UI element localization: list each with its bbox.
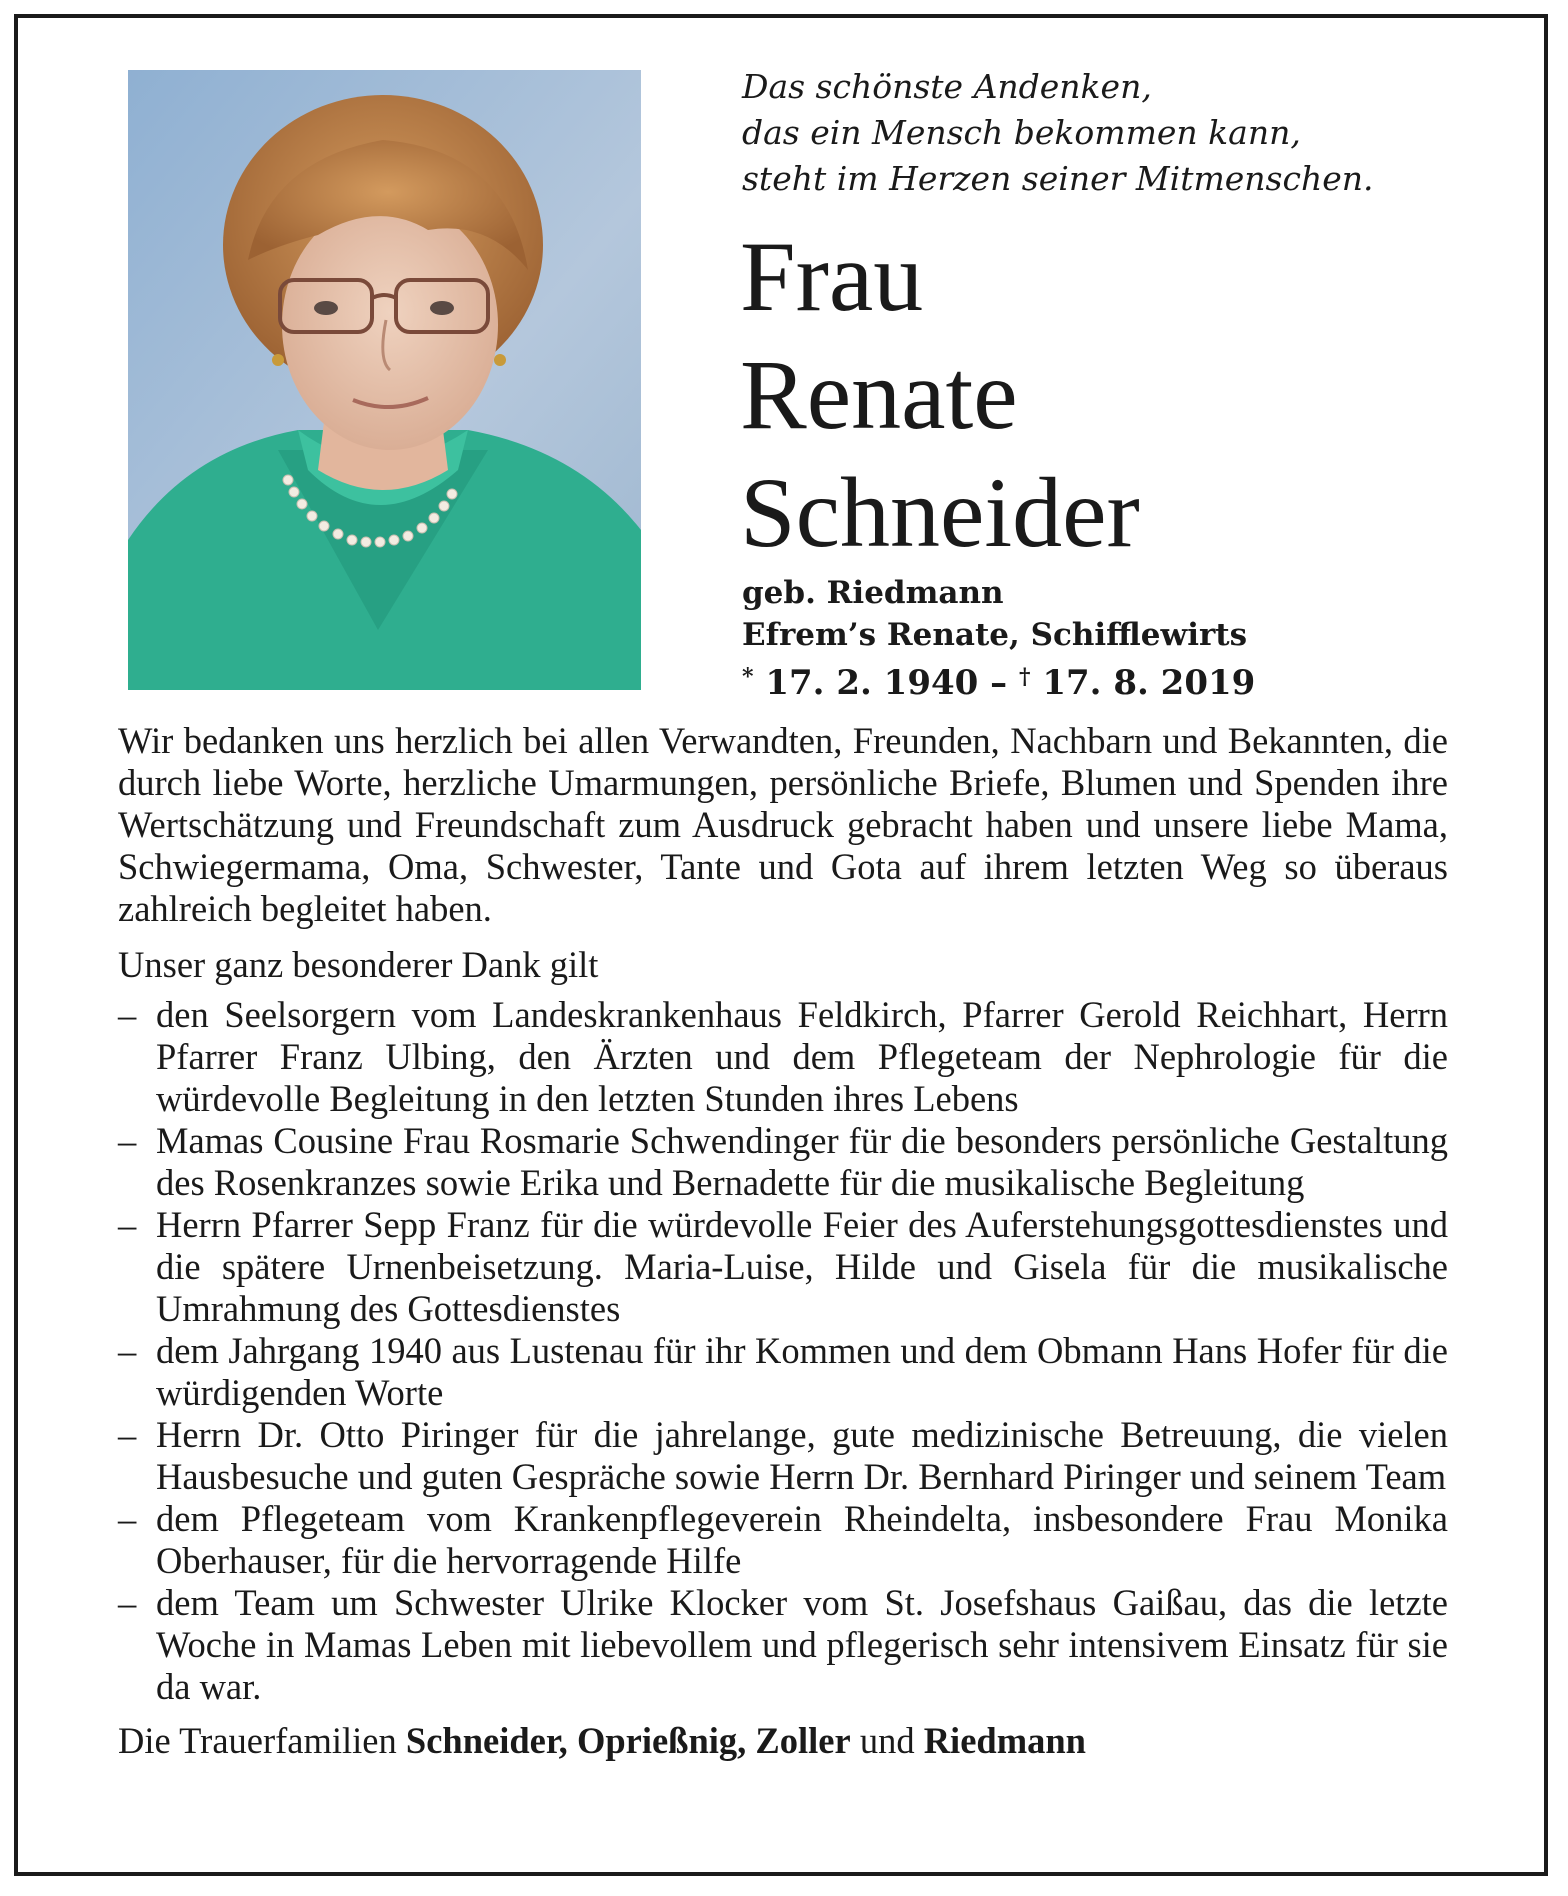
- death-mark: †: [1019, 664, 1031, 690]
- family-signature: [118, 1720, 1448, 1762]
- list-item: [118, 1498, 1448, 1582]
- memorial-quote: [742, 64, 1374, 202]
- name-first: Renate: [740, 339, 1018, 450]
- portrait-photo: [128, 70, 641, 690]
- dash-bullet: –: [118, 1414, 137, 1455]
- name-salutation: Frau: [740, 221, 924, 332]
- signature-conjunction: und: [859, 1720, 915, 1761]
- list-item-text: Mamas Cousine Frau Rosmarie Schwendinger für die besonders persönliche Gestaltung des Rosenkranzes sowie Erika und Bernadette für die musikalische Begleitung: [156, 1120, 1448, 1203]
- dash-bullet: –: [118, 1330, 137, 1371]
- list-item: [118, 1120, 1448, 1204]
- dash-bullet: –: [118, 1120, 137, 1161]
- list-item-text: dem Pflegeteam vom Krankenpflegeverein Rheindelta, insbesondere Frau Monika Oberhauser, für die hervorragende Hilfe: [156, 1498, 1448, 1581]
- list-item: [118, 1204, 1448, 1330]
- family-name: Riedmann: [923, 1720, 1086, 1761]
- birth-mark: *: [742, 664, 754, 690]
- nickname: Efrem’s Renate, Schifflewirts: [742, 617, 1248, 653]
- date-separator: –: [990, 663, 1008, 703]
- thank-you-text: [118, 720, 1448, 1762]
- list-item-text: Herrn Dr. Otto Piringer für die jahrelange, gute medizinische Betreuung, die vielen Hausbesuche und guten Gespräche sowie Herrn Dr. Bernhard Piringer und seinem Team: [156, 1414, 1448, 1497]
- thanks-lead: Unser ganz besonderer Dank gilt: [118, 944, 599, 985]
- list-item: [118, 1582, 1448, 1708]
- birth-date: 17. 2. 1940: [765, 663, 979, 703]
- death-date: 17. 8. 2019: [1042, 663, 1256, 703]
- quote-line: das ein Mensch bekommen kann,: [742, 113, 1301, 152]
- thanks-list: [118, 994, 1448, 1708]
- dash-bullet: –: [118, 994, 137, 1035]
- deceased-name: [740, 218, 1140, 572]
- list-item: [118, 1330, 1448, 1414]
- family-name: Schneider,: [405, 1720, 568, 1761]
- dash-bullet: –: [118, 1582, 137, 1623]
- dash-bullet: –: [118, 1498, 137, 1539]
- list-item-text: Herrn Pfarrer Sepp Franz für die würdevolle Feier des Auferstehungsgottesdienstes und die spätere Urnenbeisetzung. Maria-Luise, Hilde und Gisela für die musikalische Umrahmung des Gottesdienstes: [156, 1204, 1448, 1329]
- quote-line: steht im Herzen seiner Mitmenschen.: [742, 159, 1374, 198]
- list-item: [118, 994, 1448, 1120]
- signature-prefix: Die Trauerfamilien: [118, 1720, 397, 1761]
- family-name: Oprießnig,: [576, 1720, 747, 1761]
- list-item: [118, 1414, 1448, 1498]
- list-item-text: den Seelsorgern vom Landeskrankenhaus Feldkirch, Pfarrer Gerold Reichhart, Herrn Pfarrer Franz Ulbing, den Ärzten und dem Pflegeteam der Nephrologie für die würdevolle Begleitung in den letzten Stunden ihres Lebens: [156, 994, 1448, 1119]
- family-name: Zoller: [755, 1720, 851, 1761]
- list-item-text: dem Jahrgang 1940 aus Lustenau für ihr Kommen und dem Obmann Hans Hofer für die würdigenden Worte: [156, 1330, 1448, 1413]
- name-last: Schneider: [740, 457, 1140, 568]
- quote-line: Das schönste Andenken,: [742, 67, 1152, 106]
- intro-paragraph: Wir bedanken uns herzlich bei allen Verwandten, Freunden, Nachbarn und Bekannten, die durch liebe Worte, herzliche Umarmungen, persönliche Briefe, Blumen und Spenden ihre Wertschätzung und Freundschaft zum Ausdruck gebracht haben und unsere liebe Mama, Schwiegermama, Oma, Schwester, Tante und Gota auf ihrem letzten Weg so überaus zahlreich begleitet haben.: [118, 720, 1448, 929]
- maiden-name: geb. Riedmann: [742, 575, 1004, 611]
- deceased-details: [742, 572, 1255, 704]
- dash-bullet: –: [118, 1204, 137, 1245]
- list-item-text: dem Team um Schwester Ulrike Klocker vom St. Josefshaus Gaißau, das die letzte Woche in Mamas Leben mit liebevollem und pflegerisch sehr intensivem Einsatz für sie da war.: [156, 1582, 1448, 1707]
- life-dates: [742, 656, 1255, 704]
